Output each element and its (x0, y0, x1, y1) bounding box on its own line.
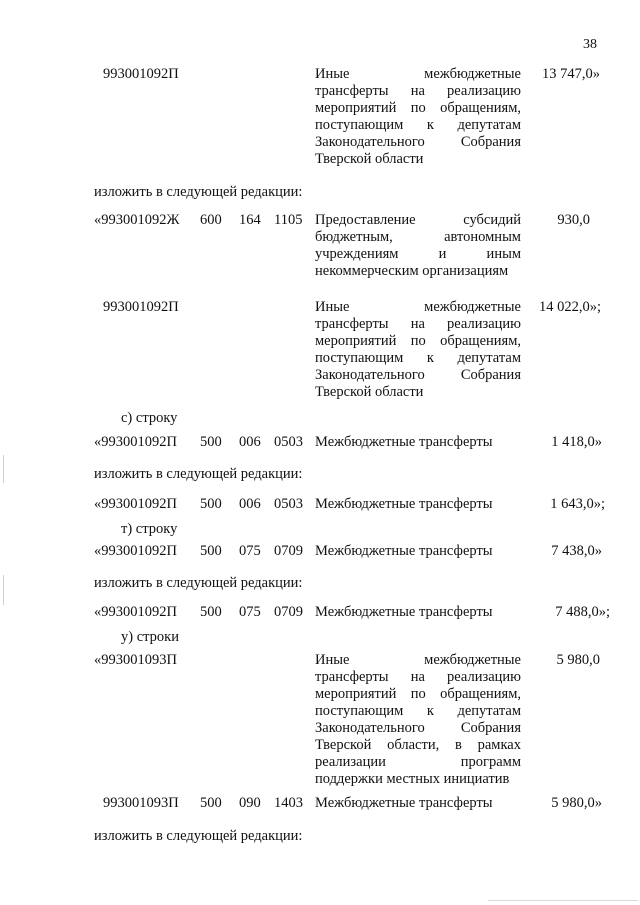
instruction-text: изложить в следующей редакции: (94, 466, 303, 482)
item-label: у) строки (121, 629, 179, 645)
instruction-text: изложить в следующей редакции: (94, 184, 303, 200)
item-label: т) строку (121, 521, 178, 537)
budget-code: «993001092П (94, 604, 177, 620)
row-amount: 1 643,0»; (550, 496, 605, 512)
row-amount: 7 438,0» (551, 543, 602, 559)
col-section: 0709 (274, 543, 303, 559)
row-amount: 14 022,0»; (538, 299, 601, 315)
row-amount: 5 980,0 (556, 652, 600, 668)
footer-line (488, 900, 638, 901)
col-admin: 006 (239, 496, 261, 512)
row-amount: 13 747,0» (542, 66, 600, 82)
page-number: 38 (583, 37, 597, 52)
budget-code: «993001092Ж (94, 212, 180, 228)
row-amount: 930,0 (557, 212, 590, 228)
item-label: с) строку (121, 410, 178, 426)
col-admin: 006 (239, 434, 261, 450)
instruction-text: изложить в следующей редакции: (94, 828, 303, 844)
row-description: Иные межбюджетные трансферты на реализацию мероприятий по обращениям, поступающим к депутатам Законодательного Собрания Тверской области, в рамках реализации программ поддержки местных инициатив (315, 652, 521, 787)
col-section: 0503 (274, 496, 303, 512)
row-description: Предоставление субсидий бюджетным, автономным учреждениям и иным некоммерческим организациям (315, 212, 521, 279)
row-description: Межбюджетные трансферты (315, 434, 493, 450)
row-amount: 1 418,0» (551, 434, 602, 450)
col-section: 0503 (274, 434, 303, 450)
row-description: Межбюджетные трансферты (315, 543, 493, 559)
col-admin: 075 (239, 604, 261, 620)
row-description: Межбюджетные трансферты (315, 496, 493, 512)
col-section: 0709 (274, 604, 303, 620)
budget-code: «993001092П (94, 496, 177, 512)
col-section: 1105 (274, 212, 303, 228)
row-amount: 7 488,0»; (555, 604, 610, 620)
col-admin: 075 (239, 543, 261, 559)
scan-edge-mark (3, 575, 4, 605)
col-vr: 500 (200, 496, 222, 512)
budget-code: 993001092П (103, 299, 179, 315)
budget-code: «993001093П (94, 652, 177, 668)
budget-code: 993001093П (103, 795, 179, 811)
row-amount: 5 980,0» (551, 795, 602, 811)
col-admin: 090 (239, 795, 261, 811)
col-section: 1403 (274, 795, 303, 811)
col-vr: 500 (200, 434, 222, 450)
col-vr: 500 (200, 543, 222, 559)
scan-edge-mark (3, 455, 4, 483)
row-description: Иные межбюджетные трансферты на реализацию мероприятий по обращениям, поступающим к депутатам Законодательного Собрания Тверской области (315, 66, 521, 167)
budget-code: 993001092П (103, 66, 179, 82)
row-description: Межбюджетные трансферты (315, 604, 493, 620)
col-admin: 164 (239, 212, 261, 228)
row-description: Межбюджетные трансферты (315, 795, 493, 811)
row-description: Иные межбюджетные трансферты на реализацию мероприятий по обращениям, поступающим к депутатам Законодательного Собрания Тверской области (315, 299, 521, 400)
budget-code: «993001092П (94, 543, 177, 559)
col-vr: 600 (200, 212, 222, 228)
budget-code: «993001092П (94, 434, 177, 450)
instruction-text: изложить в следующей редакции: (94, 575, 303, 591)
col-vr: 500 (200, 604, 222, 620)
col-vr: 500 (200, 795, 222, 811)
